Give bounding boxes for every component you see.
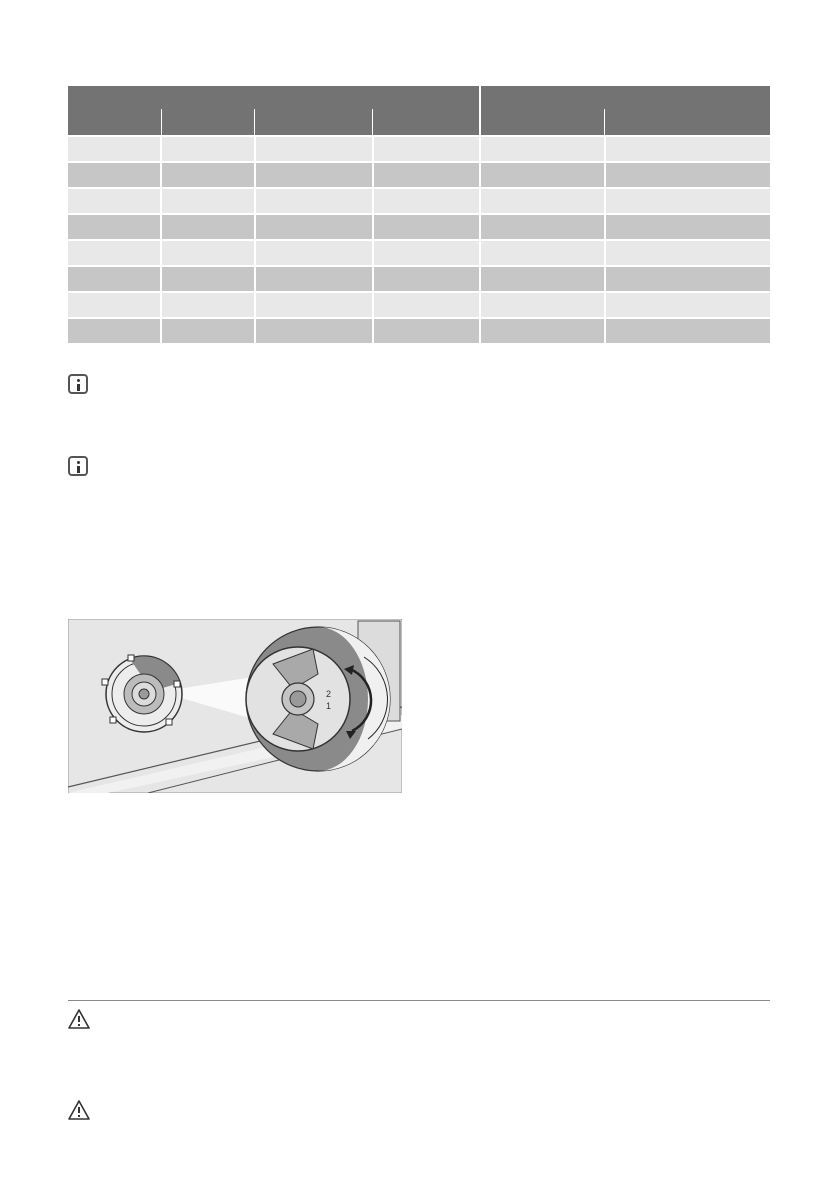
dial-illustration: [68, 619, 402, 793]
table-row: [68, 135, 770, 161]
table-row: [68, 291, 770, 317]
table-header: [68, 86, 770, 135]
header-divider: [479, 86, 481, 135]
data-table: [68, 86, 770, 343]
info-icon: [68, 456, 88, 476]
table-row: [68, 161, 770, 187]
dial-number-2: 2: [326, 689, 332, 699]
info-icon: [68, 374, 88, 394]
warning-icon: [67, 1099, 91, 1121]
table-row: [68, 265, 770, 291]
table-row: [68, 239, 770, 265]
dial-number-1: 1: [326, 701, 332, 711]
section-divider: [68, 1000, 770, 1001]
warning-icon: [67, 1008, 91, 1030]
table-row: [68, 187, 770, 213]
table-row: [68, 213, 770, 239]
magnified-dial: [246, 627, 390, 771]
table-row: [68, 317, 770, 343]
